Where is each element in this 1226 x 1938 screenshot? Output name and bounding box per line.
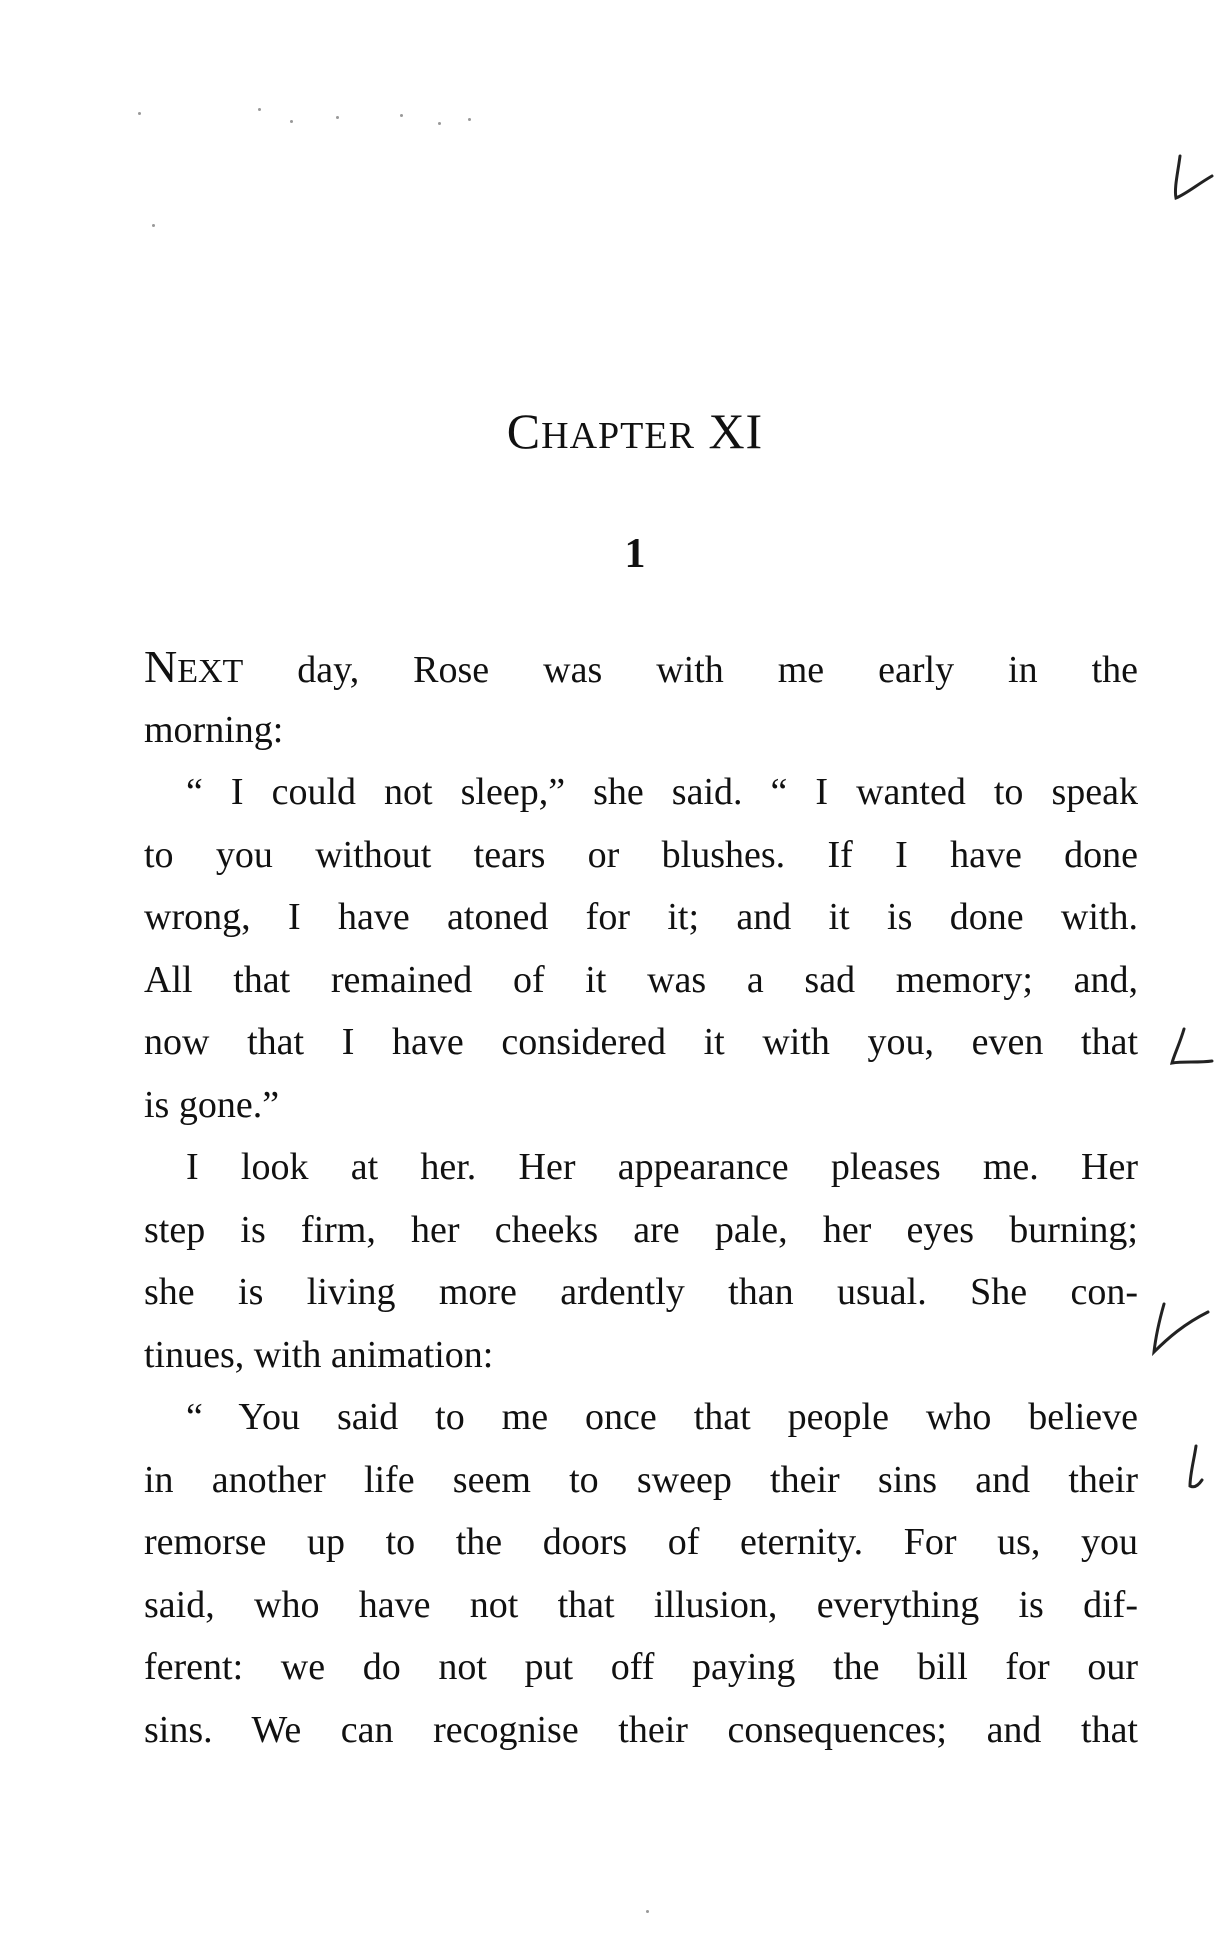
text-line: tinues, with animation: [144,1333,494,1376]
chapter-numeral: XI [708,403,764,459]
chapter-prefix-initial: C [506,403,542,459]
text-line: wrong, I have atoned for it; and it is done with. [144,896,1138,938]
print-speck [138,112,141,115]
print-speck [290,120,293,123]
text-line: ferent: we do not put off paying the bill for our [144,1646,1138,1688]
paragraph [144,1136,1138,1386]
print-speck [336,116,339,119]
text-line: said, who have not that illusion, everything is dif- [144,1583,1138,1626]
paragraph [144,761,1138,1136]
print-speck [438,122,441,125]
print-speck [152,224,155,227]
text-line: now that I have considered it with you, even that [144,1021,1138,1063]
paragraph [144,636,1138,761]
text-line: sins. We can recognise their consequences; and that [144,1708,1138,1751]
chapter-heading [0,402,1226,460]
print-speck [400,114,403,117]
print-speck [468,118,471,121]
text-line: step is firm, her cheeks are pale, her eyes burning; [144,1208,1138,1251]
opening-word-initial: N [144,641,178,692]
text-line: morning: [144,708,284,751]
handwritten-check-mark [1150,1298,1220,1358]
section-number: 1 [624,531,646,577]
text-line: “ You said to me once that people who believe [186,1396,1138,1438]
chapter-prefix-rest: HAPTER [541,415,695,457]
paragraph [144,1386,1138,1761]
text-line: in another life seem to sweep their sins and their [144,1458,1138,1501]
text-line [144,636,1138,699]
text-line: to you without tears or blushes. If I have done [144,833,1138,876]
opening-word [144,641,244,692]
opening-word-rest: EXT [177,653,244,690]
text-line: is gone.” [144,1083,280,1126]
text-line: remorse up to the doors of eternity. For us, you [144,1521,1138,1563]
text-line: All that remained of it was a sad memory; and, [144,958,1138,1001]
text-line: I look at her. Her appearance pleases me. Her [186,1146,1138,1188]
handwritten-check-mark [1182,1440,1212,1500]
body-text [144,636,1138,1761]
text-line: “ I could not sleep,” she said. “ I wanted to speak [186,771,1138,813]
text-line: she is living more ardently than usual. She con- [144,1271,1138,1313]
handwritten-check-mark [1168,150,1218,210]
line-text: day, Rose was with me early in the [243,649,1138,691]
print-speck [258,108,261,111]
handwritten-check-mark [1168,1025,1218,1075]
print-speck [646,1910,649,1913]
